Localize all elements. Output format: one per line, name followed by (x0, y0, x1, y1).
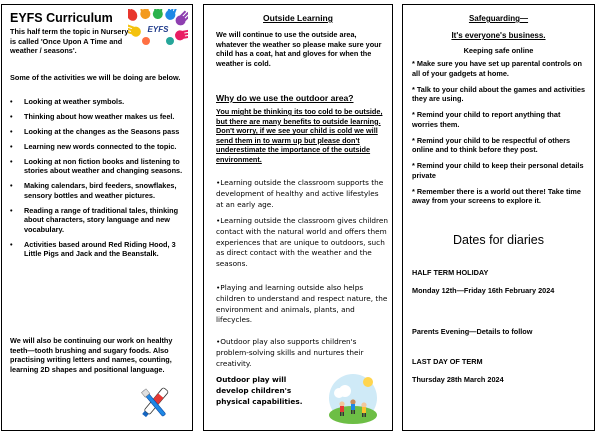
list-item: • Reading a range of traditional tales, thinking about characters, story language and new vocabulary. (10, 206, 188, 235)
half-term-dates: Monday 12th—Friday 16th February 2024 (412, 286, 555, 295)
toothbrush-toothpaste-icon (134, 383, 174, 423)
last-day-date: Thursday 28th March 2024 (412, 375, 504, 384)
dates-for-diaries-heading: Dates for diaries (452, 233, 544, 247)
children-playing-illustration (326, 373, 380, 425)
safeguarding-subtitle: It's everyone's business. (451, 31, 546, 40)
list-item: * Talk to your child about the games and activities they are using. (412, 84, 586, 104)
benefit-paragraph: •Learning outside the classroom gives children contact with the natural world and offers them experiences that are unique to outdoors, such as direct contact with the weather and the seasons. (216, 216, 388, 269)
list-item: • Making calendars, bird feeders, snowflakes, sensory bottles and weather pictures. (10, 181, 188, 200)
activity-list (10, 97, 188, 264)
benefit-paragraph: •Outdoor play also supports children's problem-solving skills and nurtures their creativity. (216, 337, 364, 368)
half-term-label: HALF TERM HOLIDAY (412, 268, 489, 277)
outside-learning-title: Outside Learning (263, 13, 333, 23)
outside-area-intro: We will continue to use the outside area, whatever the weather so please make sure your child has a coat, hat and gloves for when the weather is cold. (216, 30, 382, 68)
benefits-reassurance: You might be thinking its too cold to be outside, but there are many benefits to outside learning. Don't worry, if we see your child is cold we will send them in to warm up but please don't underestimate the importance of the outside environment. (216, 107, 383, 164)
list-item: • Looking at non fiction books and listening to stories about weather and changing seasons. (10, 157, 188, 176)
outside-learning-panel (203, 4, 393, 431)
list-item: * Make sure you have set up parental controls on all of your gadgets at home. (412, 59, 582, 78)
safeguarding-panel (402, 4, 595, 431)
parents-evening: Parents Evening—Details to follow (412, 327, 533, 336)
healthy-teeth-paragraph: We will also be continuing our work on healthy teeth—tooth brushing and sugary foods. Also practising writing letters and names, counting, learning 2D shapes and positional language. (10, 336, 173, 374)
topic-intro: This half term the topic in Nursery is called 'Once Upon A Time and weather / seasons'. (10, 27, 129, 56)
benefit-paragraph: •Learning outside the classroom supports the development of healthy and active lifestyles at an early age. (216, 178, 384, 209)
list-item: • Activities based around Red Riding Hood, 3 Little Pigs and Jack and the Beanstalk. (10, 240, 188, 259)
eyfs-curriculum-panel (1, 4, 193, 431)
list-item: • Thinking about how weather makes us feel. (10, 112, 188, 122)
benefit-paragraph: Outdoor play will develop children's physical capabilities. (216, 375, 303, 406)
list-item: * Remind your child to report anything that worries them. (412, 110, 561, 129)
eyfs-title: EYFS Curriculum (10, 11, 113, 25)
safeguarding-title: Safeguarding— (468, 14, 529, 23)
list-item: * Remember there is a world out there! Take time away from your screens to explore it. (412, 186, 581, 206)
activities-lead: Some of the activities we will be doing are below. (10, 73, 181, 82)
svg-text:EYFS: EYFS (147, 25, 169, 34)
online-safety-tips (412, 59, 588, 212)
list-item: * Remind your child to keep their personal details private (412, 161, 584, 180)
list-item: • Looking at weather symbols. (10, 97, 188, 107)
list-item: • Learning new words connected to the topic. (10, 142, 188, 152)
list-item: * Remind your child to be respectful of others online and to think before they post. (412, 135, 571, 155)
outdoor-area-heading: Why do we use the outdoor area? (216, 93, 354, 103)
list-item: • Looking at the changes as the Seasons pass (10, 127, 188, 137)
keeping-safe-heading: Keeping safe online (463, 46, 534, 55)
benefit-paragraph: •Playing and learning outside also helps children to understand and respect nature, the environment and animals, plants, and lifecycles. (216, 283, 388, 325)
last-day-label: LAST DAY OF TERM (412, 357, 483, 366)
eyfs-handprints-logo (128, 9, 188, 47)
